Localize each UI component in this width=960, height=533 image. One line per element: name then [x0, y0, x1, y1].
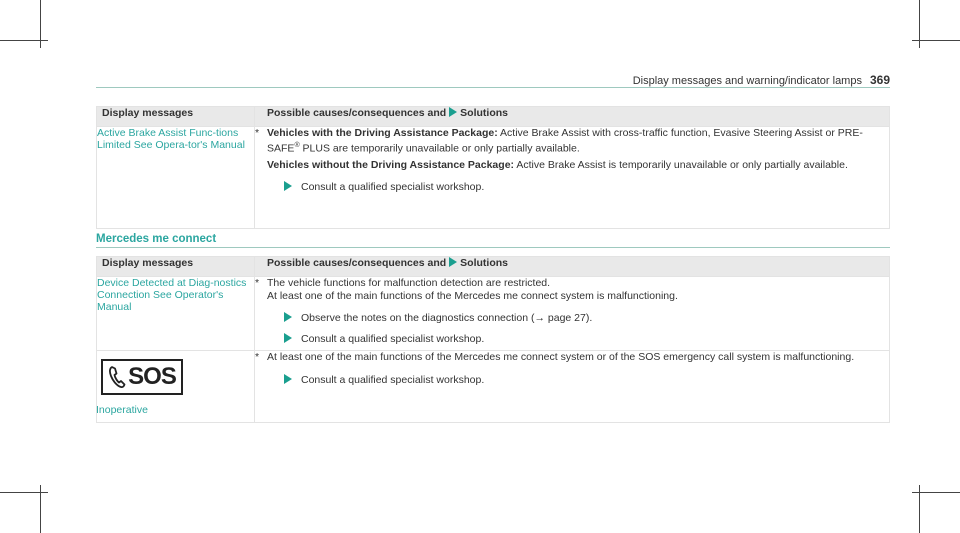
column-header-causes — [255, 257, 890, 277]
crop-mark — [0, 40, 48, 41]
table-header-row — [97, 257, 890, 277]
display-message: Device Detected at Diag-nostics Connection See Operator's Manual — [97, 277, 255, 351]
section-title: Mercedes me connect — [96, 233, 217, 245]
solution-arrow-icon — [284, 312, 292, 322]
asterisk: * — [255, 351, 260, 363]
crop-mark — [912, 40, 960, 41]
table-header-row — [97, 107, 890, 127]
causes-cell — [255, 277, 890, 351]
solution-arrow-icon — [284, 181, 292, 191]
display-messages-table-1 — [96, 106, 890, 229]
sos-icon-text: SOS — [128, 363, 176, 390]
registered-mark: ® — [294, 141, 300, 149]
page-number: 369 — [869, 73, 890, 87]
running-header — [633, 73, 890, 87]
solution-arrow-icon — [284, 333, 292, 343]
table-row — [97, 351, 890, 423]
vehicle-with-package-label: Vehicles with the Driving Assistance Package: — [267, 127, 498, 139]
phone-sos-icon — [101, 359, 183, 395]
causes-header-text: Possible causes/consequences and — [267, 257, 447, 269]
solutions-header-text: Solutions — [460, 257, 509, 269]
phone-icon — [108, 365, 126, 389]
column-header-causes — [255, 107, 890, 127]
display-message-cell — [97, 351, 255, 423]
table-row — [97, 127, 890, 229]
cause-text: At least one of the main functions of the Mercedes me connect system or of the SOS emergency call system is malfunctioning. — [267, 351, 855, 363]
solution-text: Consult a qualified specialist workshop. — [301, 332, 485, 345]
vehicle-with-package-text-b: PLUS are temporarily unavailable or only partially available. — [302, 142, 580, 154]
cause-text: The vehicle functions for malfunction detection are restricted. — [267, 277, 551, 289]
cause-text-2: At least one of the main functions of the Mercedes me connect system is malfunctioning. — [267, 289, 678, 302]
solution-text: Consult a qualified specialist workshop. — [301, 181, 485, 193]
vehicle-without-package-label: Vehicles without the Driving Assistance Package: — [267, 158, 515, 171]
display-message: Active Brake Assist Func-tions Limited See Opera-tor's Manual — [97, 127, 255, 229]
display-messages-table-2 — [96, 256, 890, 423]
column-header-display-messages: Display messages — [97, 257, 255, 277]
solution-text: Consult a qualified specialist workshop. — [301, 373, 485, 386]
page-reference-arrow: → — [534, 312, 545, 324]
causes-cell — [255, 127, 890, 229]
asterisk: * — [255, 127, 260, 139]
table-row — [97, 277, 890, 351]
section-rule — [96, 247, 890, 248]
running-header-title: Display messages and warning/indicator lamps — [632, 75, 862, 87]
solution-text-b: page 27). — [547, 312, 593, 324]
causes-header-text: Possible causes/consequences and — [267, 107, 447, 119]
vehicle-without-package-text: Active Brake Assist is temporarily unavailable or only partially available. — [516, 158, 848, 171]
solution-arrow-icon — [449, 257, 457, 267]
solutions-header-text: Solutions — [460, 107, 509, 119]
asterisk: * — [255, 277, 260, 289]
solution-text-a: Observe the notes on the diagnostics connection ( — [301, 312, 535, 324]
solution-arrow-icon — [449, 107, 457, 117]
column-header-display-messages: Display messages — [97, 107, 255, 127]
causes-cell — [255, 351, 890, 423]
display-message: Inoperative — [96, 404, 148, 416]
vehicle-with-package-text-a: Active Brake Assist with cross-traffic function, Evasive Steering Assist or PRE-SAFE — [267, 127, 863, 154]
solution-arrow-icon — [284, 374, 292, 384]
header-rule — [96, 87, 890, 88]
crop-mark — [912, 492, 960, 493]
crop-mark — [0, 492, 48, 493]
